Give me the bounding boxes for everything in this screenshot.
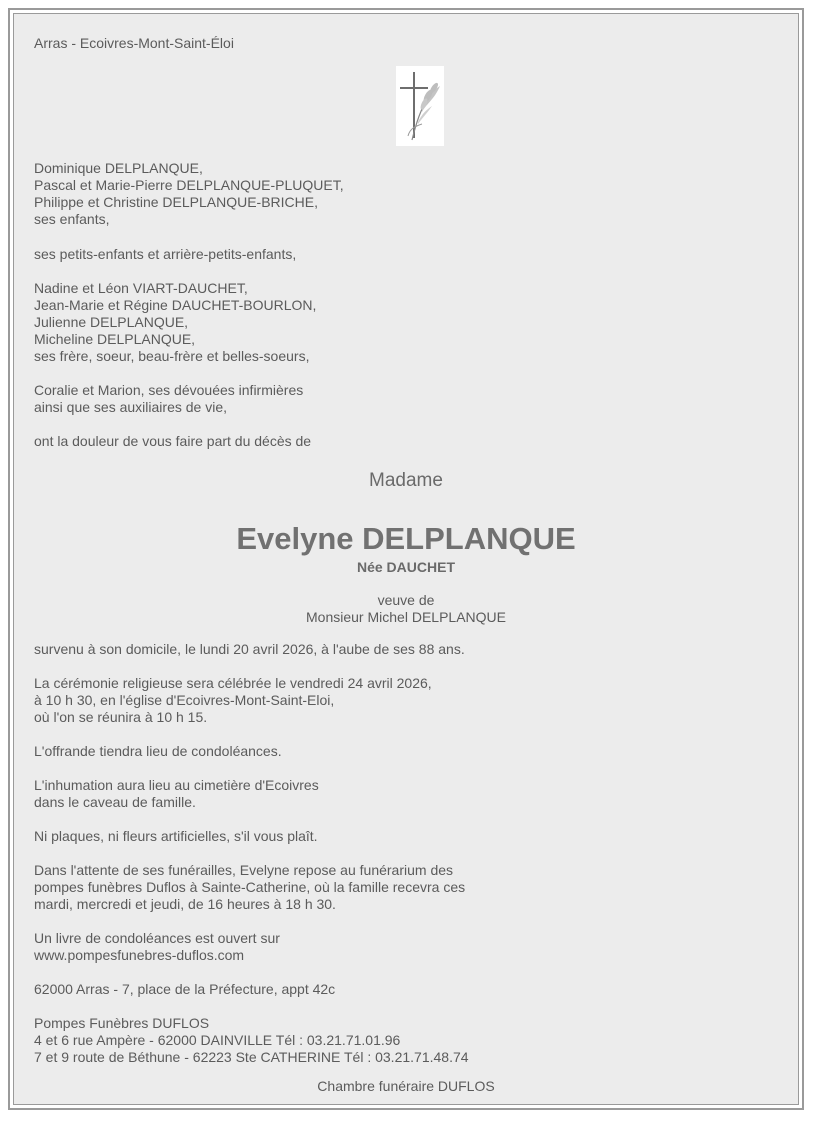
obituary-frame [8, 8, 804, 1110]
location: Arras - Ecoivres-Mont-Saint-Éloi [34, 35, 234, 51]
ceremony-info: La cérémonie religieuse sera célébrée le vendredi 24 avril 2026, à 10 h 30, en l'église d'Ecoivres-Mont-Saint-Eloi, où l'on se réunira à 10 h 15. [34, 675, 432, 725]
widow-of: veuve de [377, 592, 435, 608]
obituary-content [34, 14, 778, 1104]
grandchildren-line: ses petits-enfants et arrière-petits-enfants, [34, 246, 297, 262]
viewing-info: Dans l'attente de ses funérailles, Evelyne repose au funérarium des pompes funèbres Duflos à Sainte-Catherine, où la famille recevra ces mardi, mercredi et jeudi, de 16 heures à 18 h 30. [34, 862, 466, 912]
cross-wheat-icon [396, 66, 444, 146]
death-notice: survenu à son domicile, le lundi 20 avril 2026, à l'aube de ses 88 ans. [34, 641, 465, 657]
funeral-home-footer: Chambre funéraire DUFLOS [317, 1078, 495, 1094]
burial-info: L'inhumation aura lieu au cimetière d'Ecoivres dans le caveau de famille. [34, 777, 319, 810]
nurses-text: Coralie et Marion, ses dévouées infirmières ainsi que ses auxiliaires de vie, [34, 382, 304, 415]
condolences-info: Un livre de condoléances est ouvert sur www.pompesfunebres-duflos.com [34, 930, 280, 963]
children-list: Dominique DELPLANQUE, Pascal et Marie-Pierre DELPLANQUE-PLUQUET, Philippe et Christine DELPLANQUE-BRICHE, ses enfants, [34, 160, 344, 227]
obituary-panel [13, 13, 799, 1105]
flowers-info: Ni plaques, ni fleurs artificielles, s'il vous plaît. [34, 828, 318, 844]
deceased-name: Evelyne DELPLANQUE [236, 521, 576, 556]
deceased-title: Madame [369, 470, 443, 491]
siblings-list: Nadine et Léon VIART-DAUCHET, Jean-Marie et Régine DAUCHET-BOURLON, Julienne DELPLANQUE, Micheline DELPLANQUE, ses frère, soeur, beau-frère et belles-soeurs, [34, 280, 317, 364]
offering-info: L'offrande tiendra lieu de condoléances. [34, 743, 282, 759]
announcement: ont la douleur de vous faire part du décès de [34, 433, 312, 449]
spouse-name: Monsieur Michel DELPLANQUE [306, 609, 506, 625]
funeral-home-info: Pompes Funèbres DUFLOS 4 et 6 rue Ampère - 62000 DAINVILLE Tél : 03.21.71.01.96 7 et 9 route de Béthune - 62223 Ste CATHERINE Tél : 03.21.71.48.74 [34, 1015, 469, 1065]
maiden-name: Née DAUCHET [356, 559, 455, 575]
family-address: 62000 Arras - 7, place de la Préfecture, appt 42c [34, 981, 336, 997]
